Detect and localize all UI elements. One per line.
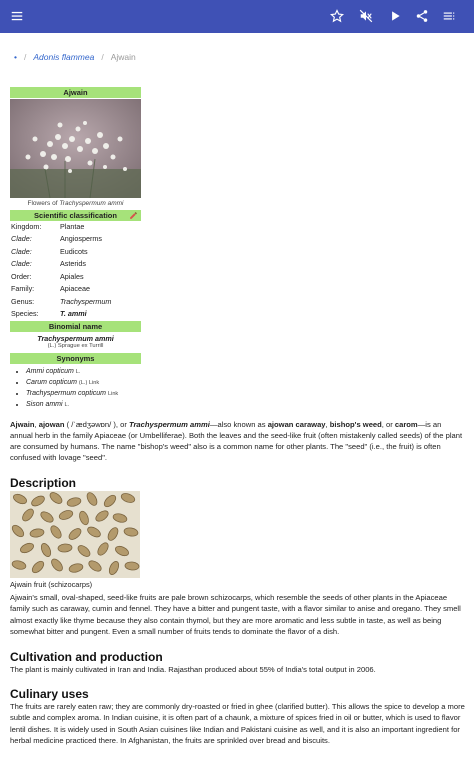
- term-ajowan-caraway: ajowan caraway: [267, 420, 326, 429]
- breadcrumb-separator: /: [23, 52, 27, 62]
- taxon-rank: Species:: [11, 309, 39, 319]
- intro-paragraph: [10, 419, 466, 463]
- classification-title: Scientific classification: [34, 210, 117, 220]
- synonym-name: Trachyspermum copticum: [26, 390, 107, 398]
- text-run: ,: [325, 420, 330, 429]
- taxon-row: [10, 233, 141, 246]
- synonyms-list: [10, 366, 141, 410]
- star-icon[interactable]: [326, 5, 348, 27]
- synonym-name: Carum copticum: [26, 379, 77, 387]
- synonym-item: [26, 388, 141, 399]
- text-run: , or: [381, 420, 395, 429]
- taxon-value[interactable]: Angiosperms: [60, 234, 102, 244]
- synonym-authority: L.: [75, 369, 81, 376]
- taxon-rank: Family:: [11, 284, 35, 294]
- taxon-row: [10, 258, 141, 271]
- volume-off-icon[interactable]: [355, 5, 377, 27]
- synonym-name: Ammi copticum: [26, 368, 74, 376]
- taxon-row: [10, 296, 141, 309]
- taxobox: [10, 87, 141, 410]
- taxon-value[interactable]: Apiales: [60, 271, 84, 281]
- taxon-value: T. ammi: [60, 309, 87, 319]
- share-icon[interactable]: [411, 5, 433, 27]
- taxon-row: [10, 283, 141, 296]
- caption-text: Flowers of: [27, 200, 58, 207]
- app-bar: [0, 0, 474, 33]
- caption-species: Trachyspermum ammi: [59, 200, 124, 207]
- culinary-text: The fruits are rarely eaten raw; they are commonly dry-roasted or fried in ghee (clarified butter). This allows the spice to develop a more subtle and complex aroma. In Indian cuisine, it is often part of a chaunk, a mixture of spices fried in oil or butter, which is used to flavor lentil dishes. It is widely used in South Asian cuisines like Indian and Pakistani cuisine as well, and it is also an important ingredient for herbal medicine practiced there. In Afghanistan, the fruits are sprinkled over bread and biscuits.: [10, 702, 465, 746]
- taxon-rank: Genus:: [11, 296, 35, 306]
- toc-icon[interactable]: [438, 5, 460, 27]
- binomial-authority: (L.) Sprague ex Turrill: [47, 343, 104, 350]
- taxon-value[interactable]: Asterids: [60, 259, 86, 269]
- term-carom: carom: [394, 420, 418, 429]
- classification-header: [10, 210, 141, 221]
- binomial-header: Binomial name: [10, 321, 141, 332]
- synonym-name: Sison ammi: [26, 401, 63, 409]
- pronunciation-text[interactable]: ( /ˈædʒəwɒn/ ), or: [64, 420, 129, 429]
- taxon-value[interactable]: Trachyspermum: [60, 296, 112, 306]
- taxon-row: [10, 271, 141, 284]
- flowers-image-caption: [10, 200, 141, 209]
- term-bishops-weed: bishop's weed: [329, 420, 382, 429]
- text-run: ,: [34, 420, 39, 429]
- description-text: Ajwain's small, oval-shaped, seed-like fruits are pale brown schizocarps, which resemble the seeds of other plants in the Apiaceae family such as caraway, cumin and fennel. They have a bitter and pungent taste, with a flavor similar to anise and oregano. They smell almost exactly like thyme because they also contain thymol, but they are more aromatic and less subtle in taste, as well as being somewhat bitter and pungent. Even a small number of fruits tends to dominate the flavor of a dish.: [10, 593, 461, 637]
- text-run: —is an annual herb in the family Apiaceae (or Umbelliferae). Both the leaves and the seed-like fruit (often mistakenly called seeds) of the plant are consumed by humans. The name "bishop's weed" also is a common name for other plants. The "seed" (i.e., the fruit) is often confused with lovage "seed".: [10, 420, 463, 462]
- taxon-rank: Clade:: [11, 234, 32, 244]
- taxon-rank: Clade:: [11, 246, 32, 256]
- culinary-heading: Culinary uses: [10, 687, 89, 701]
- description-heading: Description: [10, 476, 77, 490]
- taxon-value[interactable]: Eudicots: [60, 246, 88, 256]
- breadcrumb-separator: /: [101, 52, 104, 62]
- synonyms-header: Synonyms: [10, 353, 141, 364]
- taxon-rank: Clade:: [11, 259, 32, 269]
- taxon-row: [10, 221, 141, 234]
- breadcrumb-parent-link[interactable]: Adonis flammea: [33, 52, 95, 62]
- taxobox-title: Ajwain: [10, 87, 141, 98]
- synonym-item: [26, 366, 141, 377]
- taxon-row: [10, 308, 141, 321]
- synonym-authority: L.: [64, 402, 70, 409]
- taxon-value[interactable]: Plantae: [60, 221, 85, 231]
- synonym-item: [26, 399, 141, 410]
- taxon-value[interactable]: Apiaceae: [60, 284, 90, 294]
- synonym-authority: (L.) Link: [78, 380, 100, 387]
- menu-icon[interactable]: [6, 5, 28, 27]
- cultivation-text: The plant is mainly cultivated in Iran and India. Rajasthan produced about 55% of India's total output in 2006.: [10, 665, 376, 674]
- synonym-authority: Link: [107, 391, 119, 398]
- term-ajowan: ajowan: [38, 420, 65, 429]
- taxon-rank: Kingdom:: [11, 221, 42, 231]
- binomial-name: Trachyspermum ammi: [37, 333, 114, 343]
- taxon-rank: Order:: [11, 271, 32, 281]
- breadcrumb-root[interactable]: •: [14, 52, 17, 62]
- synonym-item: [26, 377, 141, 388]
- breadcrumb: [14, 52, 136, 63]
- breadcrumb-current: Ajwain: [110, 52, 136, 62]
- ajwain-fruit-caption: Ajwain fruit (schizocarps): [10, 580, 93, 589]
- text-run: —also known as: [209, 420, 268, 429]
- term-binomial: Trachyspermum ammi: [128, 420, 210, 429]
- cultivation-heading: Cultivation and production: [10, 650, 163, 664]
- term-ajwain: Ajwain: [10, 420, 35, 429]
- play-icon[interactable]: [384, 5, 406, 27]
- ajwain-fruit-image[interactable]: [10, 491, 140, 578]
- taxon-row: [10, 246, 141, 259]
- edit-pencil-icon[interactable]: [129, 211, 138, 220]
- flowers-image[interactable]: [10, 99, 141, 198]
